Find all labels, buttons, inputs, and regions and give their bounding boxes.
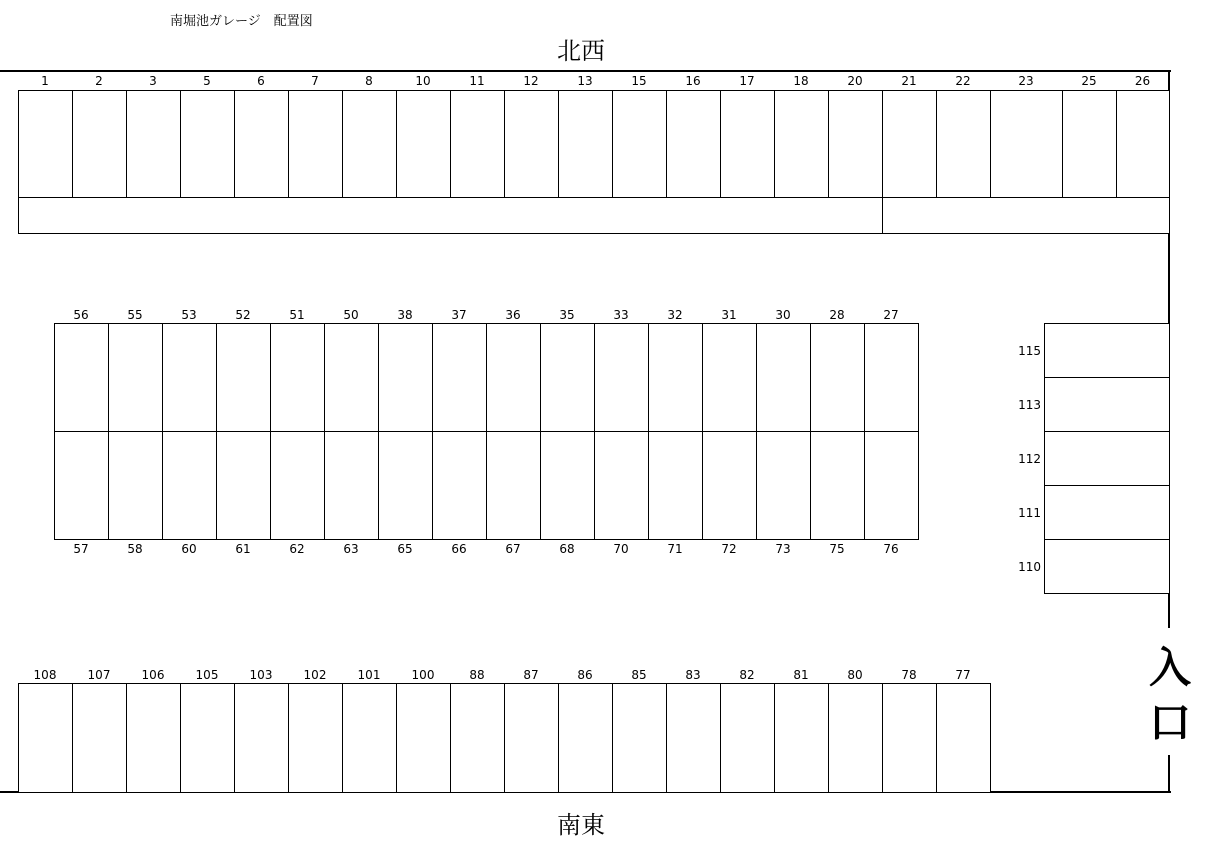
parking-space — [810, 323, 865, 432]
parking-space — [864, 431, 919, 540]
space-number-label: 62 — [289, 542, 305, 556]
space-number-label: 11 — [469, 74, 485, 88]
parking-space — [270, 323, 325, 432]
space-number-label: 70 — [613, 542, 629, 556]
parking-space — [1044, 539, 1170, 594]
parking-space — [666, 683, 721, 793]
parking-space — [396, 90, 451, 198]
parking-space — [288, 90, 343, 198]
entrance-label-1: 入 — [1148, 643, 1191, 692]
parking-space — [756, 431, 811, 540]
parking-space — [54, 323, 109, 432]
direction-southeast: 南東 — [557, 811, 605, 839]
space-number-label: 78 — [901, 668, 917, 682]
space-number-label: 1 — [41, 74, 49, 88]
space-number-label: 72 — [721, 542, 737, 556]
parking-space — [810, 431, 865, 540]
parking-space — [504, 683, 559, 793]
space-number-label: 85 — [631, 668, 647, 682]
space-number-label: 28 — [829, 308, 845, 322]
aisle-strip-right — [882, 196, 1170, 234]
space-number-label: 115 — [1018, 344, 1041, 358]
parking-space — [486, 431, 541, 540]
parking-space — [324, 323, 379, 432]
parking-space — [288, 683, 343, 793]
parking-space — [828, 683, 883, 793]
space-number-label: 107 — [87, 668, 111, 682]
parking-space — [558, 683, 613, 793]
parking-space — [702, 323, 757, 432]
space-number-label: 77 — [955, 668, 971, 682]
space-number-label: 17 — [739, 74, 755, 88]
space-number-label: 113 — [1018, 398, 1041, 412]
space-number-label: 6 — [257, 74, 265, 88]
parking-space — [594, 431, 649, 540]
parking-space — [504, 90, 559, 198]
parking-space — [648, 431, 703, 540]
space-number-label: 67 — [505, 542, 521, 556]
north-boundary — [0, 70, 1171, 72]
space-number-label: 80 — [847, 668, 863, 682]
space-number-label: 71 — [667, 542, 683, 556]
parking-space — [216, 431, 271, 540]
space-number-label: 26 — [1134, 74, 1151, 88]
parking-space — [162, 431, 217, 540]
space-number-label: 53 — [181, 308, 197, 322]
space-number-label: 37 — [451, 308, 467, 322]
parking-space — [108, 431, 163, 540]
parking-space — [558, 90, 613, 198]
parking-space — [234, 90, 289, 198]
parking-space — [72, 90, 127, 198]
space-number-label: 75 — [829, 542, 845, 556]
space-number-label: 21 — [901, 74, 917, 88]
space-number-label: 63 — [343, 542, 359, 556]
parking-space — [324, 431, 379, 540]
parking-space — [450, 90, 505, 198]
space-number-label: 106 — [141, 668, 165, 682]
parking-space — [882, 683, 937, 793]
space-number-label: 2 — [95, 74, 103, 88]
parking-space — [666, 90, 721, 198]
parking-space — [342, 683, 397, 793]
space-number-label: 31 — [721, 308, 737, 322]
space-number-label: 8 — [365, 74, 373, 88]
space-number-label: 76 — [883, 542, 899, 556]
space-number-label: 38 — [397, 308, 413, 322]
space-number-label: 88 — [469, 668, 485, 682]
space-number-label: 110 — [1018, 560, 1041, 574]
space-number-label: 7 — [311, 74, 319, 88]
parking-space — [1116, 90, 1170, 198]
parking-space — [990, 90, 1063, 198]
space-number-label: 51 — [289, 308, 305, 322]
space-number-label: 25 — [1081, 74, 1097, 88]
space-number-label: 103 — [249, 668, 273, 682]
space-number-label: 5 — [203, 74, 211, 88]
space-number-label: 65 — [397, 542, 413, 556]
space-number-label: 82 — [739, 668, 755, 682]
space-number-label: 56 — [73, 308, 89, 322]
parking-space — [1044, 323, 1170, 378]
space-number-label: 102 — [303, 668, 327, 682]
parking-space — [594, 323, 649, 432]
parking-space — [270, 431, 325, 540]
parking-space — [882, 90, 937, 198]
space-number-label: 58 — [127, 542, 143, 556]
parking-space — [450, 683, 505, 793]
space-number-label: 100 — [411, 668, 435, 682]
space-number-label: 15 — [631, 74, 647, 88]
space-number-label: 55 — [127, 308, 143, 322]
space-number-label: 86 — [577, 668, 593, 682]
parking-space — [612, 90, 667, 198]
parking-space — [432, 431, 487, 540]
parking-space — [378, 323, 433, 432]
space-number-label: 30 — [775, 308, 791, 322]
parking-space — [180, 683, 235, 793]
space-number-label: 66 — [451, 542, 467, 556]
parking-space — [126, 90, 181, 198]
space-number-label: 108 — [33, 668, 57, 682]
space-number-label: 35 — [559, 308, 575, 322]
space-number-label: 57 — [73, 542, 89, 556]
parking-space — [864, 323, 919, 432]
space-number-label: 61 — [235, 542, 251, 556]
parking-space — [18, 90, 73, 198]
parking-space — [774, 90, 829, 198]
parking-space — [756, 323, 811, 432]
space-number-label: 101 — [357, 668, 381, 682]
parking-space — [1044, 431, 1170, 486]
space-number-label: 33 — [613, 308, 629, 322]
parking-space — [18, 683, 73, 793]
parking-space — [180, 90, 235, 198]
space-number-label: 16 — [685, 74, 701, 88]
parking-space — [540, 323, 595, 432]
parking-space — [72, 683, 127, 793]
parking-space — [1062, 90, 1117, 198]
space-number-label: 20 — [847, 74, 863, 88]
parking-space — [936, 90, 991, 198]
parking-space — [720, 90, 775, 198]
space-number-label: 27 — [883, 308, 899, 322]
space-number-label: 68 — [559, 542, 575, 556]
parking-space — [432, 323, 487, 432]
space-number-label: 83 — [685, 668, 701, 682]
parking-space — [396, 683, 451, 793]
parking-space — [162, 323, 217, 432]
parking-space — [378, 431, 433, 540]
parking-space — [126, 683, 181, 793]
space-number-label: 105 — [195, 668, 219, 682]
space-number-label: 60 — [181, 542, 197, 556]
parking-space — [774, 683, 829, 793]
space-number-label: 50 — [343, 308, 359, 322]
space-number-label: 23 — [1018, 74, 1034, 88]
space-number-label: 12 — [523, 74, 539, 88]
space-number-label: 52 — [235, 308, 251, 322]
parking-space — [234, 683, 289, 793]
space-number-label: 18 — [793, 74, 809, 88]
direction-northwest: 北西 — [557, 37, 605, 65]
aisle-strip-left — [18, 196, 883, 234]
parking-space — [54, 431, 109, 540]
space-number-label: 36 — [505, 308, 521, 322]
space-number-label: 87 — [523, 668, 539, 682]
parking-space — [612, 683, 667, 793]
parking-space — [936, 683, 991, 793]
parking-space — [720, 683, 775, 793]
space-number-label: 32 — [667, 308, 683, 322]
space-number-label: 111 — [1018, 506, 1041, 520]
parking-space — [486, 323, 541, 432]
parking-space — [540, 431, 595, 540]
parking-space — [1044, 377, 1170, 432]
space-number-label: 22 — [955, 74, 971, 88]
parking-space — [108, 323, 163, 432]
space-number-label: 73 — [775, 542, 791, 556]
space-number-label: 10 — [415, 74, 431, 88]
east-boundary-lower — [1168, 755, 1170, 793]
parking-space — [828, 90, 883, 198]
space-number-label: 81 — [793, 668, 809, 682]
parking-space — [702, 431, 757, 540]
space-number-label: 112 — [1018, 452, 1041, 466]
space-number-label: 3 — [149, 74, 157, 88]
parking-space — [342, 90, 397, 198]
parking-space — [648, 323, 703, 432]
parking-space — [1044, 485, 1170, 540]
space-number-label: 13 — [577, 74, 593, 88]
entrance-label-2: 口 — [1148, 698, 1191, 747]
diagram-title: 南堀池ガレージ 配置図 — [170, 14, 313, 29]
parking-space — [216, 323, 271, 432]
